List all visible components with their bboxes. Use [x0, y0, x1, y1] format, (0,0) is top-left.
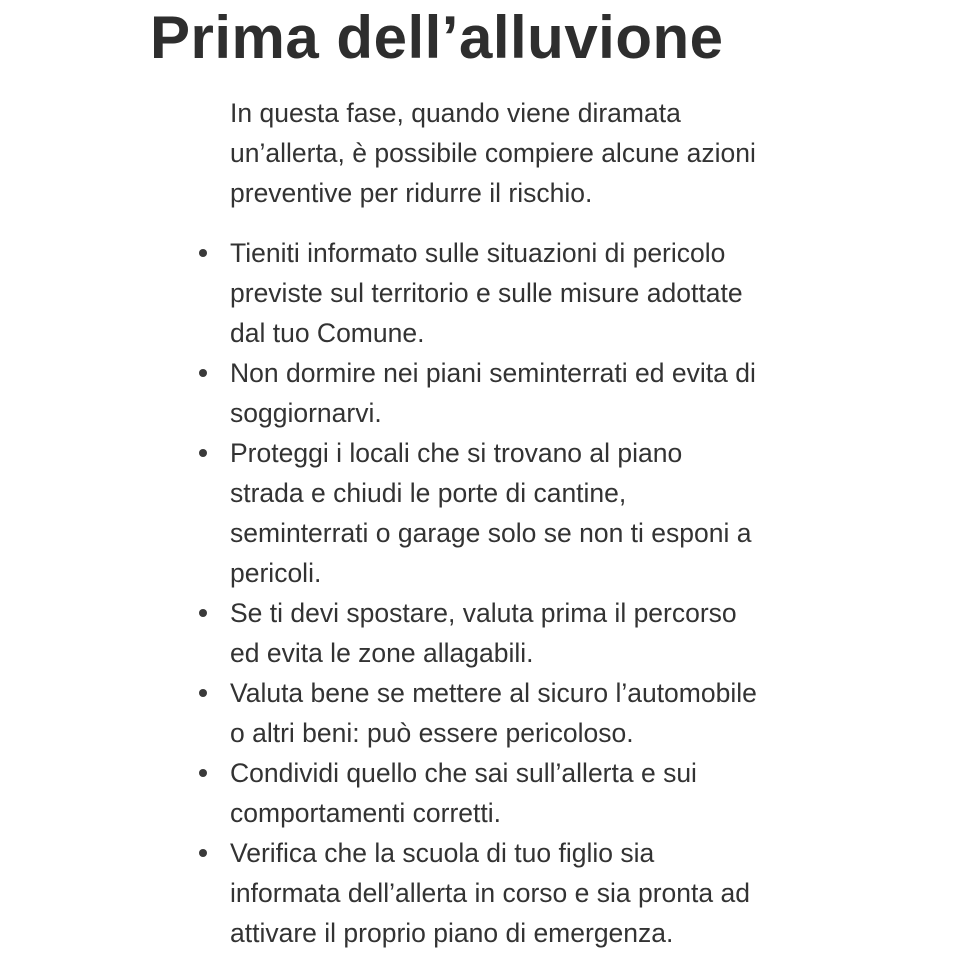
list-item-line: attivare il proprio piano di emergenza.	[230, 918, 674, 948]
intro-line: In questa fase, quando viene diramata	[230, 98, 681, 128]
list-item	[230, 753, 830, 833]
list-item	[230, 433, 830, 593]
list-item-line: seminterrati o garage solo se non ti esponi a	[230, 518, 752, 548]
list-item-line: Proteggi i locali che si trovano al piano	[230, 438, 683, 468]
list-item	[230, 833, 830, 953]
bullet-icon	[199, 849, 207, 857]
list-item-line: Valuta bene se mettere al sicuro l’automobile	[230, 678, 757, 708]
list-item-line: informata dell’allerta in corso e sia pronta ad	[230, 878, 750, 908]
list-item-line: previste sul territorio e sulle misure adottate	[230, 278, 743, 308]
list-item-line: Non dormire nei piani seminterrati ed evita di	[230, 358, 756, 388]
list-item-line: pericoli.	[230, 558, 322, 588]
bullet-icon	[199, 449, 207, 457]
list-item-line: comportamenti corretti.	[230, 798, 501, 828]
bullet-icon	[199, 609, 207, 617]
list-item-line: o altri beni: può essere pericoloso.	[230, 718, 634, 748]
list-item-line: soggiornarvi.	[230, 398, 382, 428]
intro-paragraph	[230, 93, 830, 213]
list-item-line: Tieniti informato sulle situazioni di pericolo	[230, 238, 726, 268]
list-item	[230, 673, 830, 753]
list-item-line: Se ti devi spostare, valuta prima il percorso	[230, 598, 737, 628]
list-item-line: Verifica che la scuola di tuo figlio sia	[230, 838, 655, 868]
intro-line: preventive per ridurre il rischio.	[230, 178, 593, 208]
intro-line: un’allerta, è possibile compiere alcune azioni	[230, 138, 756, 168]
list-item	[230, 353, 830, 433]
list-item-line: Condividi quello che sai sull’allerta e sui	[230, 758, 697, 788]
list-item-line: ed evita le zone allagabili.	[230, 638, 534, 668]
bullet-list	[230, 233, 830, 953]
list-item-line: strada e chiudi le porte di cantine,	[230, 478, 627, 508]
bullet-icon	[199, 369, 207, 377]
bullet-icon	[199, 689, 207, 697]
bullet-icon	[199, 769, 207, 777]
list-item-line: dal tuo Comune.	[230, 318, 425, 348]
bullet-icon	[199, 249, 207, 257]
list-item	[230, 593, 830, 673]
list-item	[230, 233, 830, 353]
page-title: Prima dell’alluvione	[150, 4, 724, 71]
